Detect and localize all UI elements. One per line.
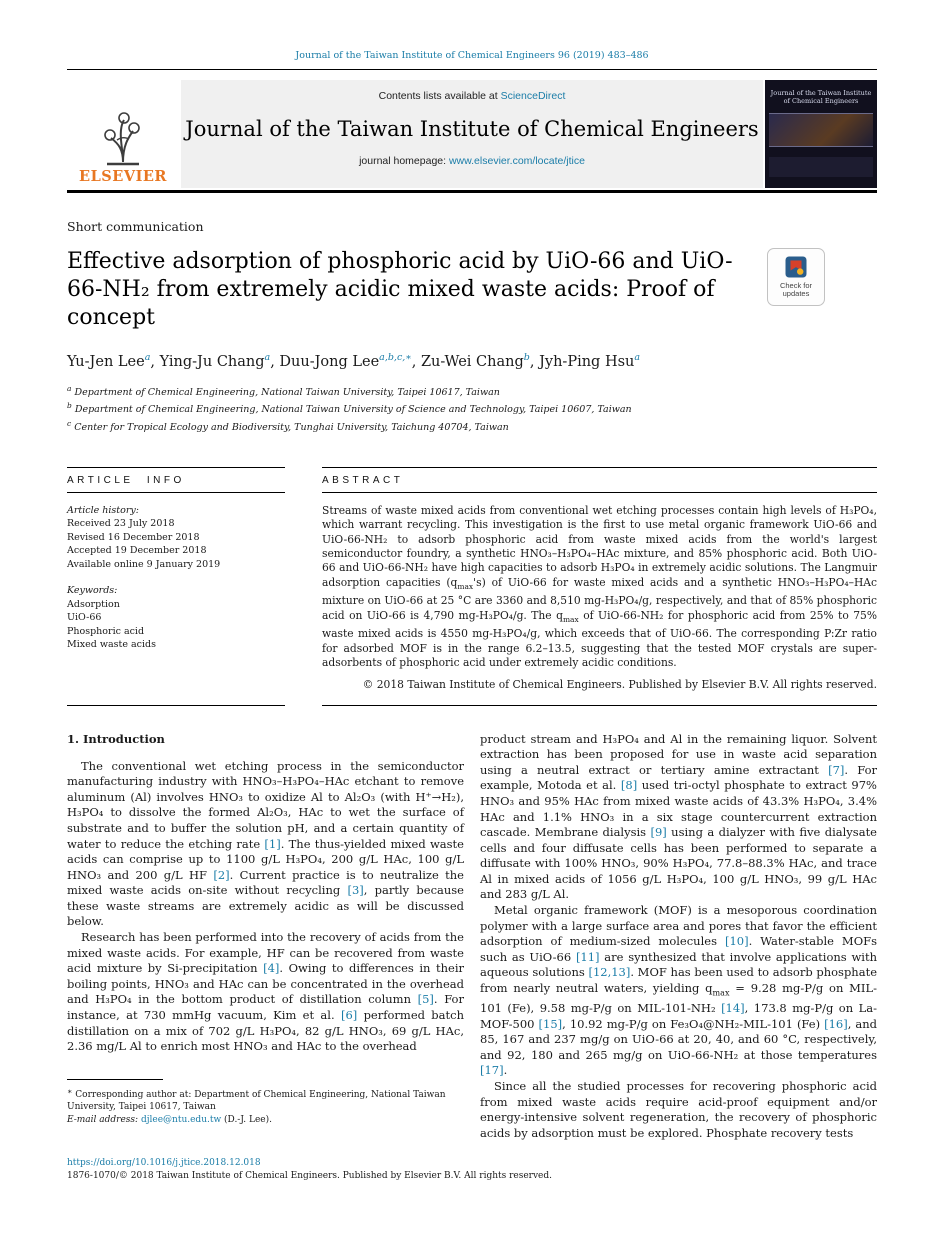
journal-reference-link[interactable]: Journal of the Taiwan Institute of Chemical Engineers 96 (2019) 483–486 bbox=[295, 50, 649, 61]
history-revised: Revised 16 December 2018 bbox=[67, 531, 200, 543]
footnote-rule bbox=[67, 1079, 163, 1080]
journal-homepage-link[interactable]: www.elsevier.com/locate/jtice bbox=[448, 155, 585, 167]
header-rule bbox=[67, 190, 877, 193]
article-info-header: ARTICLE INFO bbox=[67, 468, 285, 493]
article-info-column bbox=[67, 467, 285, 706]
author: Yu-Jen Lee$^a$, bbox=[67, 352, 160, 370]
keywords-label: Keywords: bbox=[67, 585, 118, 597]
mof-paragraph: Metal organic framework (MOF) is a mesoporous coordination polymer with a large surface area and pores that favor the efficient adsorption of medium-sized molecules [10]. Water-stable MOFs such as UiO-66 [11] are synthesized that involve applications with aqueous solutions [12,13]. MOF has been used to adsorb phosphate from nearly neutral waters, yielding $q_{max} = 9.28$ mg-P/g on MIL-101 (Fe), 9.58 mg-P/g on MIL-101-NH₂ [14], 173.8 mg-P/g on La-MOF-500 [15], 10.92 mg-P/g on Fe₃O₄@NH₂-MIL-101 (Fe) [16], and 85, 167 and 237 mg/g on UiO-66 at 20, 40, and 60 °C, respectively, and 92, 180 and 265 mg/g on UiO-66-NH₂ at those temperatures [17]. bbox=[480, 903, 878, 1078]
citation-link[interactable]: [3] bbox=[347, 883, 364, 898]
citation-link[interactable]: [4] bbox=[263, 961, 280, 976]
citation-link[interactable]: [2] bbox=[213, 867, 230, 882]
info-abstract-section bbox=[67, 467, 877, 706]
author-affiliation-sup[interactable]: a bbox=[144, 352, 151, 363]
check-for-updates-badge[interactable] bbox=[767, 248, 825, 306]
citation-link[interactable]: [5] bbox=[417, 992, 434, 1007]
section-heading-introduction: 1. Introduction bbox=[67, 731, 165, 746]
abstract-header: ABSTRACT bbox=[322, 468, 877, 493]
copyright-line: © 2018 Taiwan Institute of Chemical Engineers. Published by Elsevier B.V. All rights reserved. bbox=[362, 677, 877, 691]
sciencedirect-link[interactable]: ScienceDirect bbox=[500, 90, 566, 102]
affiliation: $^a$ Department of Chemical Engineering, National Taiwan University, Taipei 10617, Taiwan bbox=[67, 383, 500, 398]
crossmark-icon bbox=[784, 255, 808, 282]
author: Duu-Jong Lee$^{a,b,c,∗}$, bbox=[279, 352, 421, 370]
citation-link[interactable]: [9] bbox=[650, 825, 667, 840]
body-left-column bbox=[67, 732, 464, 1142]
cover-footer bbox=[769, 157, 873, 177]
journal-banner bbox=[181, 80, 763, 188]
affiliation: $^c$ Center for Tropical Ecology and Biodiversity, Tunghai University, Taichung 40704, Taiwan bbox=[67, 419, 509, 434]
page bbox=[67, 0, 877, 1183]
page-footer bbox=[67, 1157, 877, 1183]
motivation-paragraph: Since all the studied processes for recovering phosphoric acid from mixed waste acids require acid-proof equipment and/or energy-intensive solvent regeneration, the recovery of phosphoric acids by adsorption must be explored. Phosphate recovery tests bbox=[480, 1078, 877, 1140]
article-body bbox=[67, 732, 877, 1142]
author: Jyh-Ping Hsu$^a$ bbox=[539, 352, 641, 370]
corresponding-author-footnote bbox=[67, 1079, 464, 1127]
doi-link[interactable]: https://doi.org/10.1016/j.jtice.2018.12.018 bbox=[67, 1158, 261, 1169]
author-affiliation-sup[interactable]: a bbox=[264, 352, 271, 363]
abstract-text: Streams of waste mixed acids from conventional wet etching processes contain high levels of H₃PO₄, which warrant recycling. This investigation is the first to use metal organic framework UiO-66 and UiO-66-NH₂ to adsorb phosphoric acid from waste mixed acids from the world's largest semiconductor foundry, a synthetic HNO₃–H₃PO₄–HAc mixture, and 85% phosphoric acid. Both UiO-66 and UiO-66-NH₂ have high capacities to adsorb H₃PO₄ in extremely acidic solutions. The Langmuir adsorption capacities $(q_{max}'s)$ of UiO-66 for waste mixed acids and a synthetic HNO₃–H₃PO₄–HAc mixture on UiO-66 at 25 °C are 3360 and 8,510 mg-H₃PO₄/g, respectively, and that of 85% phosphoric acid on UiO-66 is 4,790 mg-H₃PO₄/g. The $q_{max}$ of UiO-66-NH₂ for phosphoric acid from 25% to 75% waste mixed acids is 4550 mg-H₃PO₄/g, which exceeds that of UiO-66. The corresponding P:Zr ratio for adsorbed MOF is in the range 6.2–13.5, suggesting that the tested MOF crystals are super-adsorbents of phosphoric acid under extremely acidic conditions. bbox=[322, 503, 877, 670]
article-title: Effective adsorption of phosphoric acid by UiO-66 and UiO-66-NH₂ from extremely acidic mixed waste acids: Proof of concept bbox=[67, 249, 733, 330]
citation-link[interactable]: [11] bbox=[575, 949, 600, 964]
citation-link[interactable]: [7] bbox=[828, 762, 845, 777]
authors-line bbox=[67, 352, 877, 370]
elsevier-tree-icon bbox=[97, 110, 149, 170]
keyword: Phosphoric acid bbox=[67, 625, 145, 637]
citation-link[interactable]: [16] bbox=[824, 1016, 848, 1031]
journal-header bbox=[67, 80, 877, 188]
author: Ying-Ju Chang$^a$, bbox=[159, 352, 280, 370]
asterisk-marker: ∗ bbox=[67, 1086, 73, 1096]
article-type-label: Short communication bbox=[67, 219, 204, 234]
journal-cover-thumbnail[interactable] bbox=[765, 80, 877, 188]
cover-art bbox=[769, 113, 873, 147]
author-affiliation-sup[interactable]: a bbox=[634, 352, 641, 363]
author: Zu-Wei Chang$^b$, bbox=[420, 352, 540, 370]
citation-link[interactable]: [8] bbox=[620, 778, 638, 793]
journal-title: Journal of the Taiwan Institute of Chemical Engineers bbox=[185, 117, 759, 141]
author-affiliation-sup[interactable]: a,b,c,∗ bbox=[379, 352, 412, 363]
history-online: Available online 9 January 2019 bbox=[67, 558, 221, 570]
citation-link[interactable]: [6] bbox=[340, 1008, 358, 1023]
footnote-email-line: E-mail address: djlee@ntu.edu.tw (D.-J. Lee). bbox=[67, 1114, 272, 1125]
citation-link[interactable]: [14] bbox=[721, 1000, 745, 1015]
body-right-column bbox=[480, 732, 877, 1142]
keyword: Mixed waste acids bbox=[67, 639, 156, 651]
check-badge-line1: Check for bbox=[779, 280, 813, 290]
issn-copyright-line: 1876-1070/© 2018 Taiwan Institute of Chemical Engineers. Published by Elsevier B.V. All rights reserved. bbox=[67, 1171, 553, 1182]
citation-link[interactable]: [1] bbox=[264, 836, 281, 851]
citation-link[interactable]: [10] bbox=[724, 934, 749, 949]
citation-link[interactable]: [15] bbox=[538, 1016, 563, 1031]
affiliations bbox=[67, 382, 877, 435]
citation-link[interactable]: [17] bbox=[480, 1063, 504, 1078]
author-affiliation-sup[interactable]: b bbox=[523, 352, 530, 363]
article-history-label: Article history: bbox=[67, 504, 139, 516]
top-rule bbox=[67, 69, 877, 70]
footnote-text: ∗ Corresponding author at: Department of Chemical Engineering, National Taiwan University, Taipei 10617, Taiwan bbox=[67, 1086, 446, 1113]
intro-paragraph-2: Research has been performed into the recovery of acids from the mixed waste acids. For example, HF can be recovered from waste acid mixture by Si-precipitation [4]. Owing to differences in their boiling points, HNO₃ and HAc can be concentrated in the overhead and H₃PO₄ in the bottom product of distillation column [5]. For instance, at 730 mmHg vacuum, Kim et al. [6] performed batch distillation on a mix of 702 g/L H₃PO₄, 82 g/L HNO₃, 69 g/L HAc, 2.36 mg/L Al to enrich most HNO₃ and HAc to the overhead bbox=[67, 930, 464, 1054]
contents-line: Contents lists available at ScienceDirect bbox=[378, 90, 566, 102]
history-accepted: Accepted 19 December 2018 bbox=[67, 545, 207, 557]
check-badge-line2: updates bbox=[782, 289, 810, 299]
intro-paragraph-1: The conventional wet etching process in the semiconductor manufacturing industry with HNO₃–H₃PO₄–HAc etchant to remove aluminum (Al) involves HNO₃ to oxidize Al to Al₂O₃ (with H⁺→H₂), H₃PO₄ to dissolve the formed Al₂O₃, HAc to wet the surface of substrate and to buffer the solution pH, and a certain quantity of water to reduce the etching rate [1]. The thus-yielded mixed waste acids can comprise up to 1100 g/L H₃PO₄, 200 g/L HAc, 100 g/L HNO₃ and 200 g/L HF [2]. Current practice is to neutralize the mixed waste acids on-site without recycling [3], partly because these waste streams are extremely acidic as will be discussed below. bbox=[67, 758, 464, 929]
elsevier-wordmark: ELSEVIER bbox=[79, 168, 167, 185]
keyword: Adsorption bbox=[67, 598, 120, 610]
history-received: Received 23 July 2018 bbox=[67, 518, 175, 530]
email-link[interactable]: djlee@ntu.edu.tw bbox=[140, 1114, 222, 1125]
keyword: UiO-66 bbox=[67, 612, 102, 624]
cover-title: Journal of the Taiwan Institute of Chemical Engineers bbox=[770, 89, 872, 105]
abstract-column bbox=[322, 467, 877, 706]
citation-link[interactable]: [12,13] bbox=[588, 965, 631, 980]
affiliation: $^b$ Department of Chemical Engineering, National Taiwan University of Science and Technology, Taipei 10607, Taiwan bbox=[67, 401, 632, 416]
body-paragraph-continuation: product stream and H₃PO₄ and Al in the remaining liquor. Solvent extraction has been proposed for use in waste acid separation using a neutral extract or tertiary amine extractant [7]. For example, Motoda et al. [8] used tri-octyl phosphate to extract 97% HNO₃ and 95% HAc from mixed waste acids of 43.3% H₃PO₄, 3.4% HAc and 1.1% HNO₃ in a six stage countercurrent extraction cascade. Membrane dialysis [9] using a dialyzer with five dialysate cells and four diffusate cells has been performed to separate a diffusate with 100% HNO₃, 90% H₃PO₄, 77.8–88.3% HAc, and trace Al in mixed acids of 1056 g/L H₃PO₄, 100 g/L HNO₃, 99 g/L HAc and 283 g/L Al. bbox=[480, 731, 877, 902]
homepage-line: journal homepage: www.elsevier.com/locate/jtice bbox=[359, 155, 585, 167]
elsevier-logo[interactable] bbox=[67, 80, 179, 188]
